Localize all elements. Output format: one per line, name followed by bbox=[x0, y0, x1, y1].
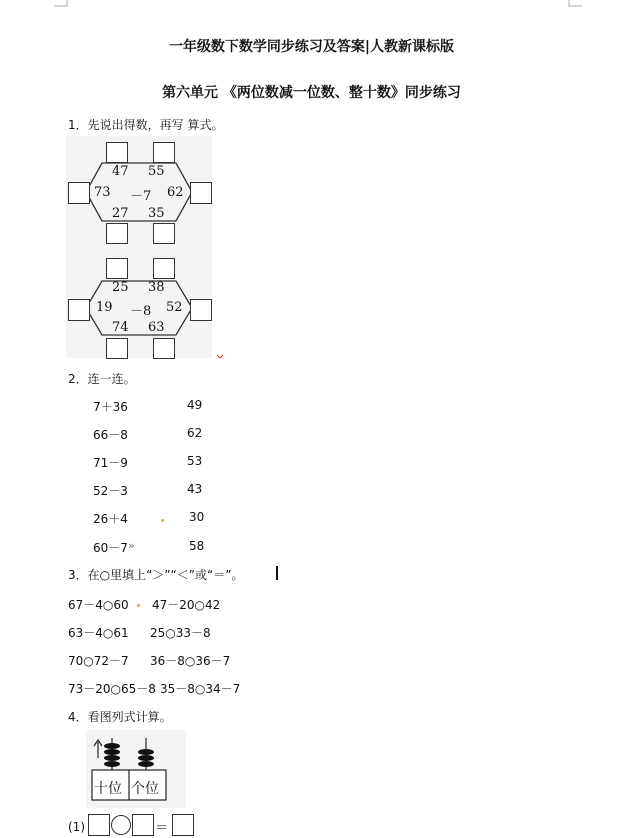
answer-box[interactable] bbox=[68, 182, 90, 204]
answer-box[interactable] bbox=[153, 142, 175, 163]
figure-number: 47 bbox=[112, 164, 129, 179]
figure-number: 27 bbox=[112, 206, 129, 221]
stray-mark: » bbox=[128, 539, 135, 552]
question-4-prompt: 4．看图列式计算。 bbox=[68, 710, 172, 724]
match-left-item[interactable]: 52－3 bbox=[93, 484, 128, 498]
text-cursor bbox=[276, 566, 278, 580]
stray-mark bbox=[137, 604, 140, 607]
corner-mark-left bbox=[54, 0, 68, 14]
figure-number: 19 bbox=[96, 300, 113, 315]
figure-operator: －7 bbox=[130, 189, 152, 204]
compare-expression[interactable]: 36－8○36－7 bbox=[150, 654, 231, 668]
compare-expression[interactable]: 73－20○65－8 bbox=[68, 682, 156, 696]
compare-expression[interactable]: 47－20○42 bbox=[152, 598, 221, 612]
match-right-item[interactable]: 58 bbox=[189, 539, 205, 553]
answer-box[interactable] bbox=[106, 338, 128, 359]
answer-box[interactable] bbox=[68, 299, 90, 321]
equals-sign: ＝ bbox=[155, 821, 169, 836]
question-2-prompt: 2．连一连。 bbox=[68, 372, 136, 386]
match-right-item[interactable]: 49 bbox=[187, 398, 203, 412]
compare-expression[interactable]: 35－8○34－7 bbox=[160, 682, 241, 696]
compare-expression[interactable]: 63－4○61 bbox=[68, 626, 129, 640]
match-right-item[interactable]: 53 bbox=[187, 454, 203, 468]
match-left-item[interactable]: 66－8 bbox=[93, 428, 128, 442]
answer-box[interactable] bbox=[106, 142, 128, 163]
compare-expression[interactable]: 25○33－8 bbox=[150, 626, 211, 640]
figure-number: 73 bbox=[94, 185, 111, 200]
answer-box[interactable] bbox=[106, 223, 128, 244]
figure-operator: －8 bbox=[130, 304, 152, 319]
chevron-down-icon bbox=[216, 354, 224, 360]
figure-number: 62 bbox=[167, 185, 184, 200]
match-left-item[interactable]: 26＋4 bbox=[93, 512, 128, 526]
compare-expression[interactable]: 67－4○60 bbox=[68, 598, 129, 612]
answer-box[interactable] bbox=[153, 338, 175, 359]
figure-number: 25 bbox=[112, 280, 129, 295]
match-left-item[interactable]: 71－9 bbox=[93, 456, 128, 470]
figure-number: 74 bbox=[112, 320, 129, 335]
figure-number: 35 bbox=[148, 206, 165, 221]
answer-box[interactable] bbox=[190, 182, 212, 204]
figure-number: 63 bbox=[148, 320, 165, 335]
place-label-ones: 个位 bbox=[131, 781, 159, 797]
match-right-item[interactable]: 43 bbox=[187, 482, 203, 496]
match-right-item[interactable]: 30 bbox=[189, 510, 205, 524]
answer-box[interactable] bbox=[190, 299, 212, 321]
answer-box[interactable] bbox=[153, 223, 175, 244]
match-left-item[interactable]: 7＋36 bbox=[93, 400, 128, 414]
answer-box[interactable] bbox=[132, 814, 154, 836]
question-3-prompt: 3．在○里填上“＞”“＜”或“＝”。 bbox=[68, 568, 244, 582]
answer-box[interactable] bbox=[106, 258, 128, 279]
compare-expression[interactable]: 70○72－7 bbox=[68, 654, 129, 668]
match-right-item[interactable]: 62 bbox=[187, 426, 203, 440]
figure-number: 38 bbox=[148, 280, 165, 295]
corner-mark-right bbox=[568, 0, 582, 14]
answer-box[interactable] bbox=[153, 258, 175, 279]
question-1-prompt: 1．先说出得数，再写 算式。 bbox=[68, 118, 224, 132]
page-title: 一年级数下数学同步练习及答案|人教新课标版 bbox=[168, 39, 455, 55]
item-label: (1) bbox=[68, 820, 85, 834]
stray-mark bbox=[161, 519, 164, 522]
operator-circle[interactable] bbox=[111, 815, 131, 835]
figure-number: 52 bbox=[166, 300, 183, 315]
answer-box[interactable] bbox=[172, 814, 194, 836]
match-left-item[interactable]: 60－7 bbox=[93, 541, 128, 555]
place-label-tens: 十位 bbox=[94, 781, 122, 797]
answer-box[interactable] bbox=[88, 814, 110, 836]
figure-number: 55 bbox=[148, 164, 165, 179]
page-subtitle: 第六单元 《两位数减一位数、整十数》同步练习 bbox=[162, 85, 461, 101]
